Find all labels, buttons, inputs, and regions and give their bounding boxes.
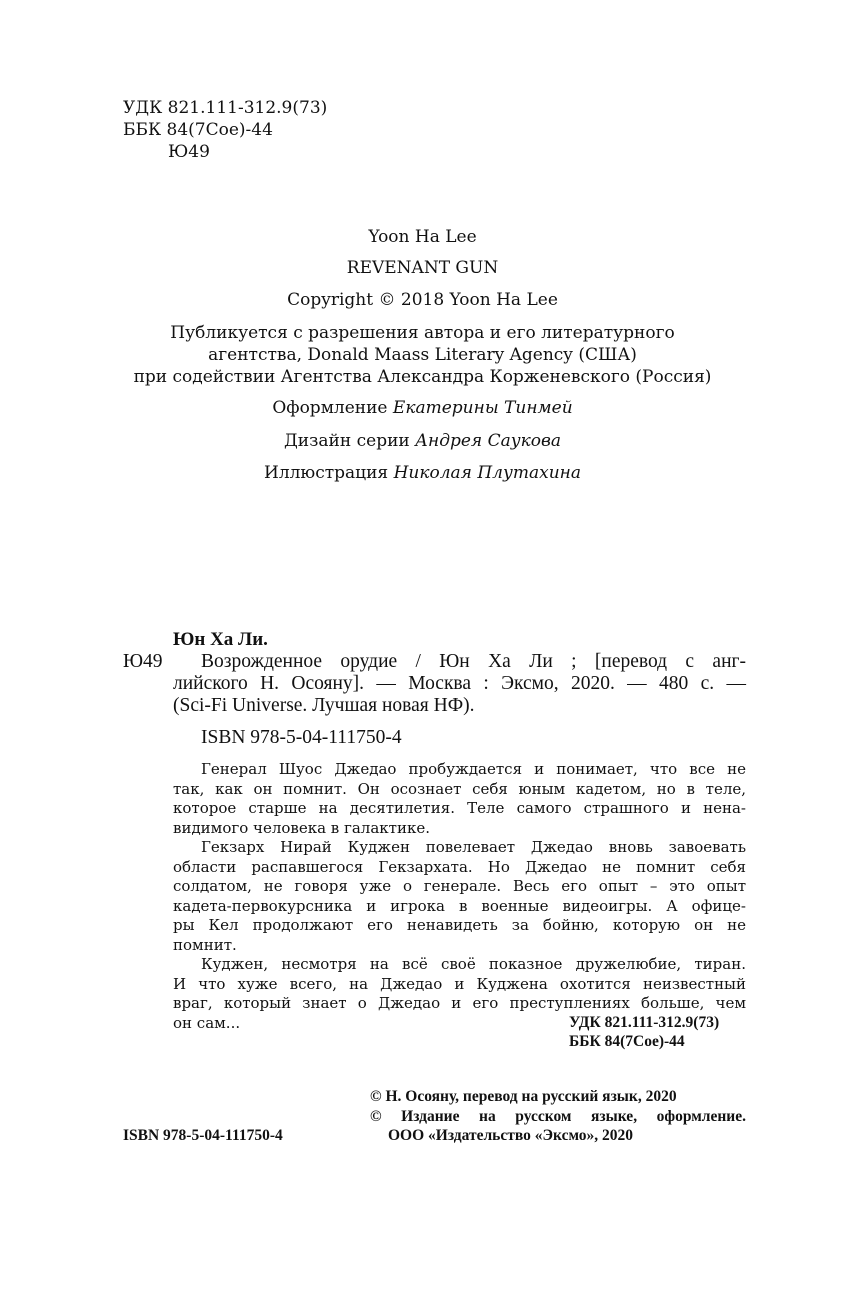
annotation-line: так, как он помнит. Он осознает себя юным кадетом, но в теле, [173,779,746,798]
bib-code: Ю49 [123,651,163,672]
permission-line: агентства, Donald Maass Literary Agency (США) [208,345,637,365]
bib-heading: Юн Ха Ли. [173,629,268,650]
annotation-line: области распавшегося Гекзархата. Но Джедао не помнит себя [173,857,746,876]
annotation-line: которое старше на десятилетия. Теле самого страшного и нена- [173,799,746,817]
annotation-line: ры Кел продолжают его ненавидеть за бойню, которую он не [173,916,746,934]
bbk: ББК 84(7Сое)-44 [123,120,273,140]
copyright-line: Copyright © 2018 Yoon Ha Lee [287,290,558,310]
footer-bbk: ББК 84(7Сое)-44 [569,1033,685,1050]
author-code: Ю49 [168,142,210,162]
annotation-line: видимого человека в галактике. [173,818,430,837]
annotation-line: помнит. [173,935,237,954]
annotation-line: Куджен, несмотря на всё своё показное дружелюбие, тиран. [201,955,746,973]
bib-line: (Sci-Fi Universe. Лучшая новая НФ). [173,695,475,716]
footer-udk: УДК 821.111-312.9(73) [569,1014,720,1031]
credit-design: Оформление Екатерины Тинмей [272,398,573,418]
annotation-line: враг, который знает о Джедао и его преступлениях больше, чем [173,994,746,1012]
annotation-line: Гекзарх Нирай Куджен повелевает Джедао вновь завоевать [201,838,746,856]
footer-copyright: © Издание на русском языке, оформление. [370,1108,746,1125]
permission-line: Публикуется с разрешения автора и его литературного [170,323,675,343]
annotation-line: он сам... [173,1013,241,1032]
bib-line: лийского Н. Осояну]. — Москва : Эксмо, 2020. — 480 с. — [173,673,746,694]
udk: УДК 821.111-312.9(73) [123,98,328,118]
bib-isbn: ISBN 978-5-04-111750-4 [201,727,402,748]
annotation-line: солдатом, не говоря уже о генерале. Весь его опыт – это опыт [173,877,746,895]
bib-line: Возрожденное орудие / Юн Ха Ли ; [перевод с анг- [201,651,746,672]
original-author: Yoon Ha Lee [368,227,477,247]
footer-copyright: ООО «Издательство «Эксмо», 2020 [388,1127,634,1144]
footer-copyright: © Н. Осояну, перевод на русский язык, 2020 [370,1088,677,1105]
annotation-line: Генерал Шуос Джедао пробуждается и понимает, что все не [201,760,746,778]
footer-isbn: ISBN 978-5-04-111750-4 [123,1127,283,1144]
credit-series-design: Дизайн серии Андрея Саукова [283,431,562,451]
original-title: REVENANT GUN [346,258,499,278]
annotation-line: И что хуже всего, на Джедао и Куджена охотится неизвестный [173,974,746,993]
permission-line: при содействии Агентства Александра Корженевского (Россия) [133,367,712,387]
annotation-line: кадета-первокурсника и игрока в военные видеоигры. А офице- [173,896,746,915]
credit-illustration: Иллюстрация Николая Плутахина [264,463,581,483]
